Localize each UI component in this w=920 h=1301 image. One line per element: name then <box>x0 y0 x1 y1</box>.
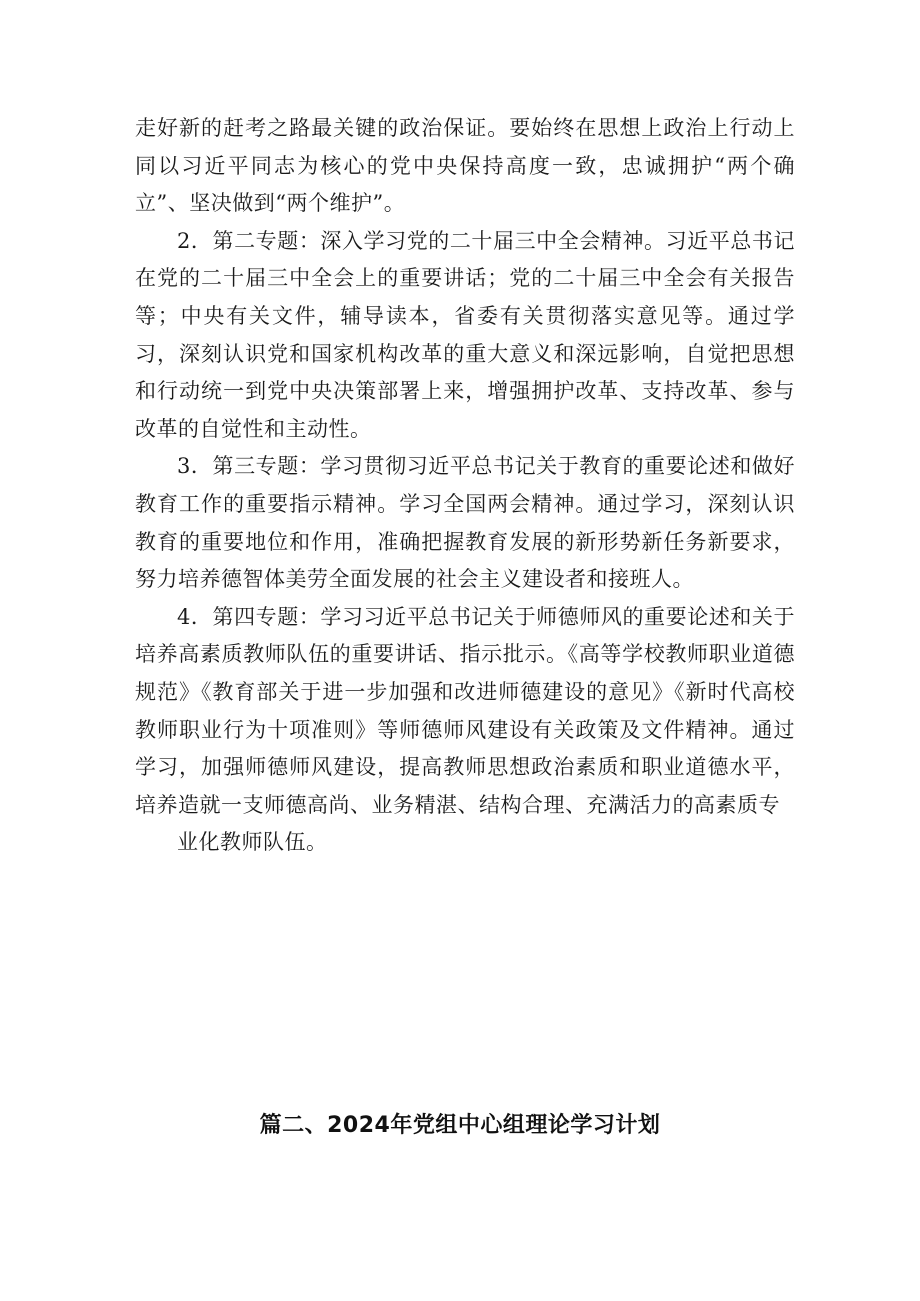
paragraph-intro-continuation: 走好新的赶考之路最关键的政治保证。要始终在思想上政治上行动上同以习近平同志为核心的党中央保持高度一致，忠诚拥护“两个确立”、坚决做到“两个维护”。 <box>135 116 795 216</box>
paragraph-topic-4-tail: 业化教师队伍。 <box>177 830 328 855</box>
paragraph-topic-4 <box>135 599 795 862</box>
paragraph-topic-3: 3．第三专题：学习贯彻习近平总书记关于教育的重要论述和做好教育工作的重要指示精神。学习全国两会精神。通过学习，深刻认识教育的重要地位和作用，准确把握教育发展的新形势新任务新要求，努力培养德智体美劳全面发展的社会主义建设者和接班人。 <box>135 454 795 592</box>
paragraph-topic-2: 2．第二专题：深入学习党的二十届三中全会精神。习近平总书记在党的二十届三中全会上的重要讲话；党的二十届三中全会有关报告等；中央有关文件，辅导读本，省委有关贯彻落实意见等。通过学习，深刻认识党和国家机构改革的重大意义和深远影响，自觉把思想和行动统一到党中央决策部署上来，增强拥护改革、支持改革、参与改革的自觉性和主动性。 <box>135 228 795 441</box>
paragraph-topic-4-body: 4．第四专题：学习习近平总书记关于师德师风的重要论述和关于培养高素质教师队伍的重要讲话、指示批示。《高等学校教师职业道德规范》《教育部关于进一步加强和改进师德建设的意见》《新时代高校教师职业行为十项准则》等师德师风建设有关政策及文件精神。通过学习，加强师德师风建设，提高教师思想政治素质和职业道德水平，培养造就一支师德高尚、业务精湛、结构合理、充满活力的高素质专 <box>135 604 795 817</box>
section-title: 篇二、2024年党组中心组理论学习计划 <box>259 1113 661 1138</box>
document-body <box>135 110 795 862</box>
